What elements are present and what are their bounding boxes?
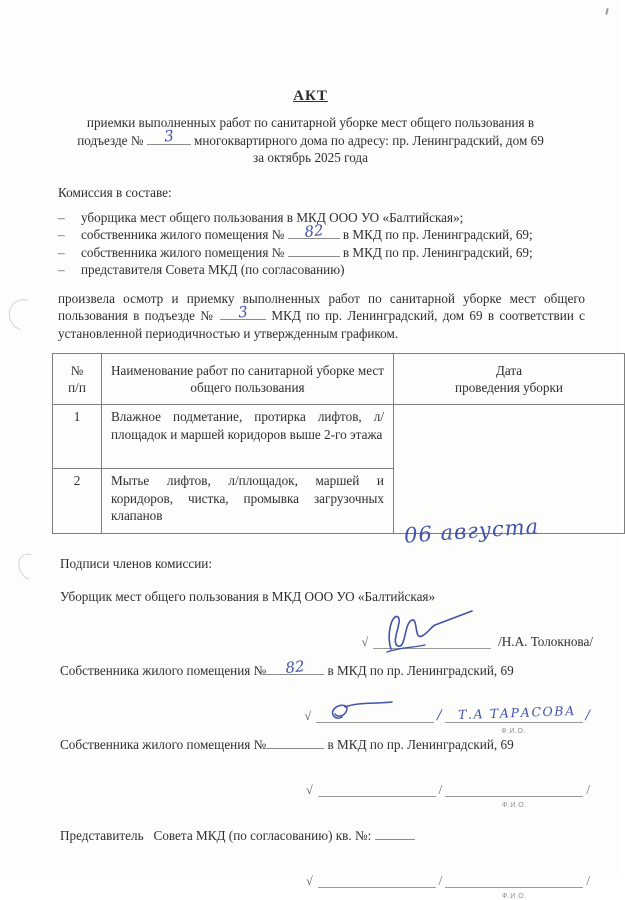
apartment-number-blank-empty-sig (266, 736, 324, 749)
commission-member-4 (58, 261, 621, 279)
check-mark-icon: √ (304, 709, 312, 723)
row-2-num: 2 (53, 469, 102, 534)
signature-name-line (445, 688, 583, 735)
signature-line (316, 688, 434, 723)
member-4-text: представителя Совета МКД (по согласованию) (81, 262, 345, 277)
entrance-number-blank (147, 126, 191, 146)
row-1-work: Влажное подметание, протирка лифтов, л/площадок и маршей коридоров выше 2-го этажа (102, 405, 394, 469)
signature-squiggle-icon (377, 607, 477, 653)
handwritten-name-tarasova: Т.А ТАРАСОВА (457, 702, 576, 723)
signature-row-cleaner (0, 609, 593, 649)
check-mark-icon: √ (306, 783, 313, 797)
signature-name-line-empty (445, 853, 583, 900)
check-mark-icon: √ (361, 635, 369, 649)
work-table-header-row (53, 354, 625, 405)
member-2-text: собственника жилого помещения № 82 в МКД по пр. Ленинградский, 69; (81, 220, 533, 242)
work-table (52, 353, 625, 548)
slash-separator: / (438, 873, 443, 888)
fio-caption: Ф.И.О. (502, 802, 527, 809)
signature-label-cleaner: Уборщик мест общего пользования в МКД ООО УО «Балтийская» (60, 589, 436, 604)
entrance-number-handwritten: 3 (162, 126, 175, 146)
commission-member-list (58, 209, 621, 279)
signature-row-representative (0, 848, 593, 900)
signature-row-owner-1 (0, 683, 593, 735)
subtitle-line-1: приемки выполненных работ по санитарной уборке мест общего пользования в (86, 115, 535, 130)
inspection-paragraph: произвела осмотр и приемку выполненных работ по санитарной уборке мест общего пользования в подъезде № 3 МКД по пр. Ленинградский, дом 69 в соответствии с установленной периодичностью и утвержденным графиком. (58, 290, 586, 341)
apartment-number-blank-empty (288, 244, 340, 257)
slash-separator: / (586, 782, 590, 797)
member-3-text: собственника жилого помещения № в МКД по пр. Ленинградский, 69; (81, 244, 533, 260)
member-1-text: уборщика мест общего пользования в МКД ООО УО «Балтийская»; (81, 209, 464, 225)
commission-heading: Комиссия в составе: (58, 184, 172, 200)
list-dash: – (58, 209, 65, 225)
signature-name-line-empty (445, 762, 583, 809)
signature-row-owner-2 (0, 757, 593, 809)
header-num: № п/п (53, 354, 102, 405)
apartment-number-handwritten: 82 (303, 220, 324, 241)
apartment-number-blank-sig (266, 657, 324, 677)
signature-line (373, 614, 491, 649)
fio-caption: Ф.И.О. (502, 893, 527, 900)
scan-artifact-arc (3, 294, 45, 337)
signature-name-tоloknova: /Н.А. Толокнова/ (498, 634, 593, 649)
subtitle-line-3: за октябрь 2025 года (253, 150, 368, 165)
scan-artifact-arc (13, 549, 46, 584)
subtitle-line-2-suffix: многоквартирного дома по адресу: пр. Ленинградский, дом 69 (194, 132, 544, 148)
commission-member-1 (58, 209, 621, 227)
slash-separator: / (585, 708, 590, 723)
list-dash: – (58, 262, 65, 277)
signature-line-empty (318, 762, 436, 797)
signature-label-owner-1: Собственника жилого помещения № 82 в МКД по пр. Ленинградский, 69 (60, 662, 585, 679)
commission-member-2 (58, 220, 621, 244)
signature-line-empty (318, 853, 436, 888)
representative-apartment-blank (375, 827, 415, 840)
document-title-text: АКТ (293, 88, 328, 104)
check-mark-icon: √ (306, 874, 313, 888)
table-row (53, 405, 625, 469)
slash-separator: / (586, 873, 590, 888)
date-cell (394, 405, 625, 548)
commission-member-3 (58, 244, 621, 262)
slash-separator: / (438, 782, 443, 797)
document-subtitle (41, 114, 581, 167)
header-work-name: Наименование работ по санитарной уборке мест общего пользования (102, 354, 394, 405)
subtitle-line-2-prefix: подъезде № (77, 132, 144, 148)
date-handwritten: 06 августа (403, 514, 540, 548)
fio-caption: Ф.И.О. (501, 728, 526, 735)
apartment-number-blank (288, 220, 340, 241)
list-dash: – (58, 227, 65, 242)
row-2-work: Мытье лифтов, л/площадок, маршей и коридоров, чистка, промывка загрузочных клапанов (102, 469, 394, 534)
list-dash: – (58, 244, 65, 260)
signature-label-owner-2: Собственника жилого помещения № в МКД по пр. Ленинградский, 69 (60, 737, 514, 752)
document-title (0, 0, 621, 105)
signature-squiggle-icon (324, 700, 396, 724)
entrance-number-blank-2 (220, 302, 266, 321)
slash-separator: / (437, 708, 442, 723)
entrance-number-handwritten-2: 3 (237, 302, 249, 321)
apartment-number-handwritten-sig: 82 (284, 657, 306, 677)
header-date: Дата проведения уборки (394, 354, 625, 405)
signature-label-representative: Представитель Совета МКД (по согласованию) кв. №: (60, 827, 585, 844)
row-1-num: 1 (53, 405, 102, 469)
signatures-heading: Подписи членов комиссии: (60, 556, 212, 571)
